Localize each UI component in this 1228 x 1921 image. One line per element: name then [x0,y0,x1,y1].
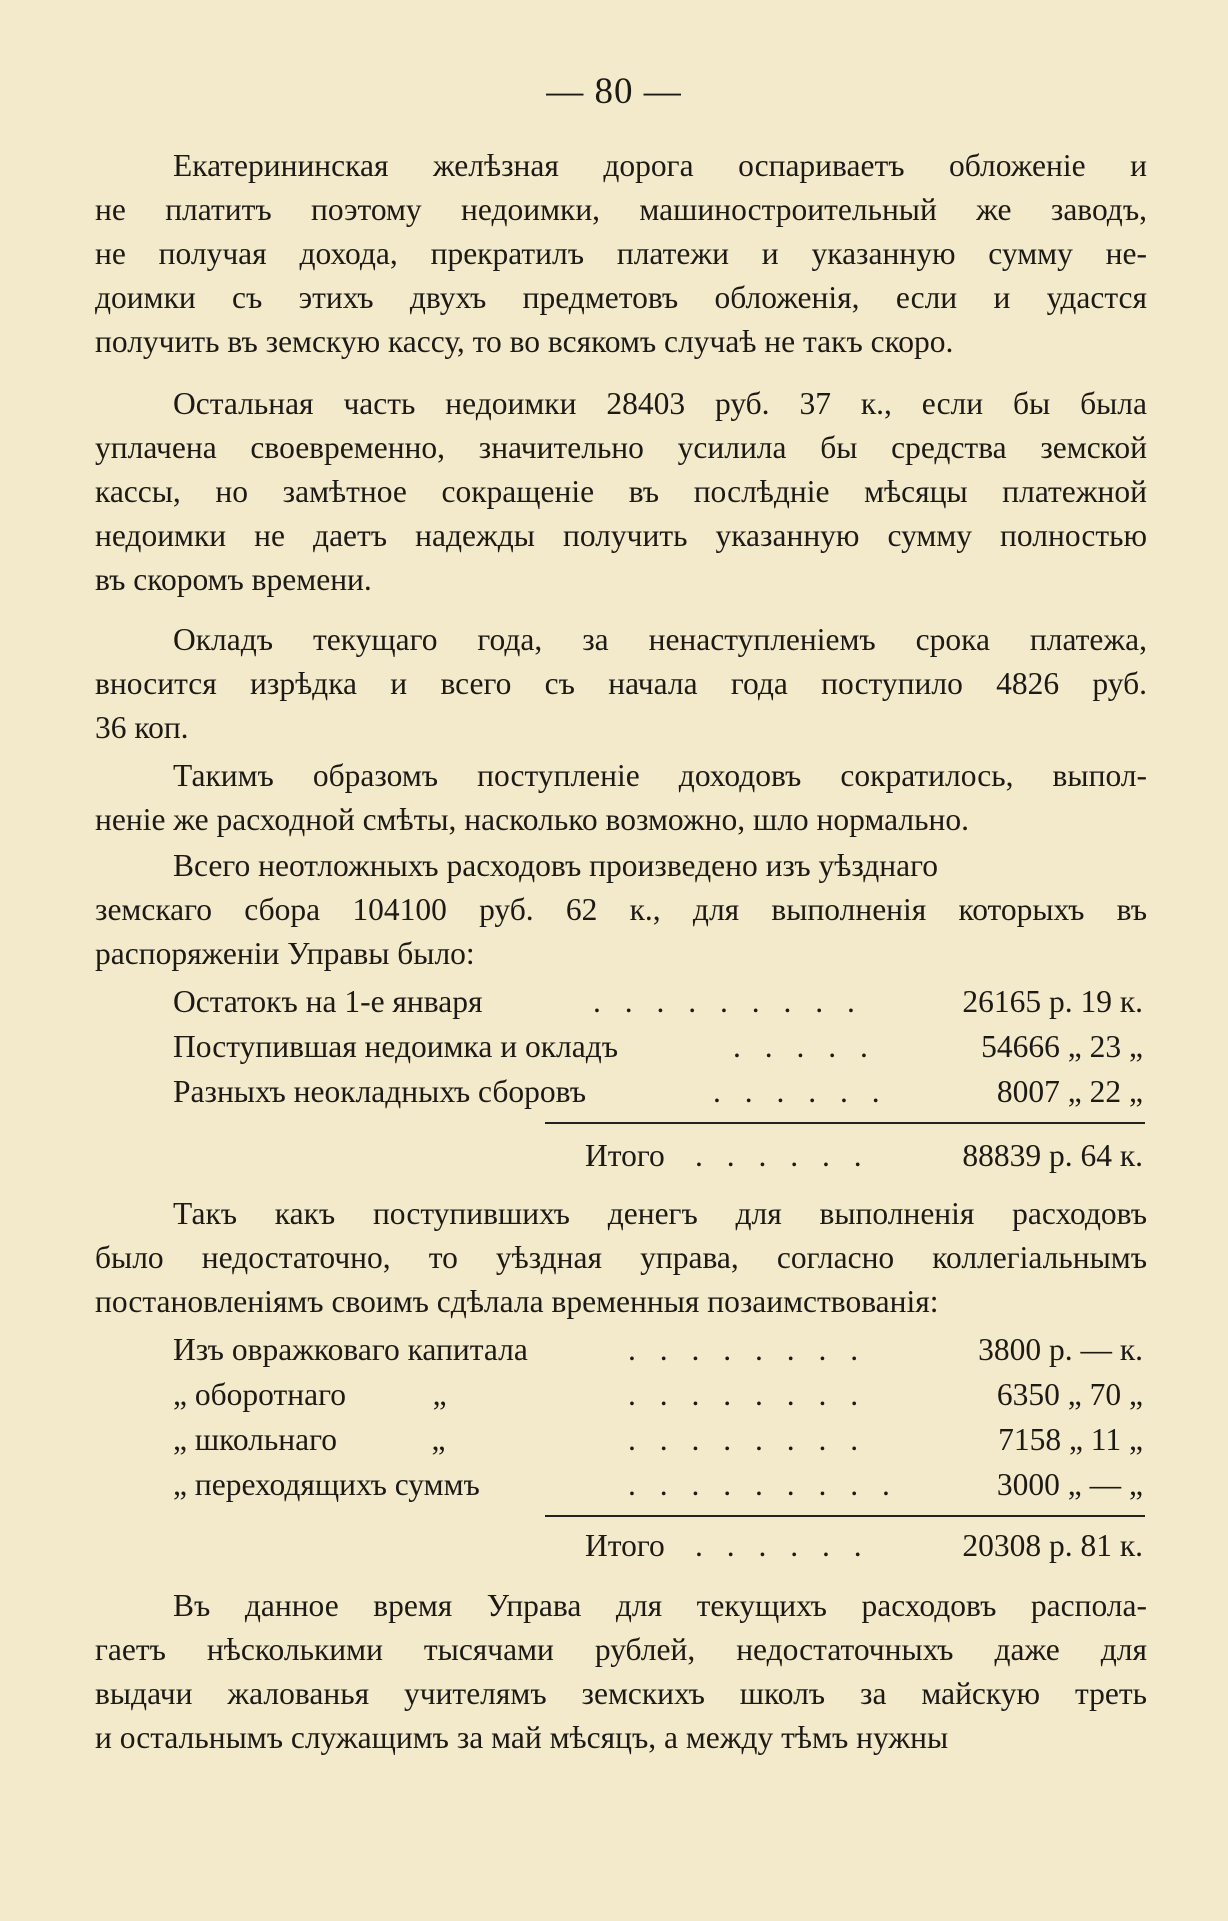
text-line: вносится изрѣдка и всего съ начала года поступило 4826 руб. [95,666,1147,701]
text-line: не платитъ поэтому недоимки, машиностроительный же заводъ, [95,192,1147,227]
text-line: уплачена своевременно, значительно усилила бы средства земской [95,430,1147,465]
table-row [173,1418,1143,1462]
text-line: Такимъ образомъ поступленiе доходовъ сократилось, выпол- [173,758,1147,793]
text-line: Окладъ текущаго года, за ненаступленiемъ срока платежа, [173,622,1147,657]
text-line: Екатерининская желѣзная дорога оспариваетъ обложенiе и [173,148,1147,183]
leader-dots: . . . . . [733,1029,876,1064]
row-label: „ оборотнаго „ [173,1377,447,1412]
text-line: недоимки не даетъ надежды получить указанную сумму полностью [95,518,1147,553]
paragraph-7 [95,1584,1147,1760]
row-label: „ школьнаго „ [173,1422,446,1457]
text-line: получить въ земскую кассу, то во всякомъ случаѣ не такъ скоро. [95,324,954,359]
row-amount: 6350 „ 70 „ [996,1377,1143,1412]
text-line: въ скоромъ времени. [95,562,372,597]
row-label: Поступившая недоимка и окладъ [173,1029,619,1064]
total-row [173,1524,1143,1568]
row-label: Остатокъ на 1-е января [173,984,483,1019]
text-line: Такъ какъ поступившихъ денегъ для выполненія расходовъ [173,1196,1147,1231]
text-line: распоряженiи Управы было: [95,936,475,971]
row-label: „ переходящихъ суммъ [173,1467,480,1502]
text-line: постановленiямъ своимъ сдѣлала временныя позаимствованiя: [95,1284,939,1319]
paragraph-3 [95,618,1147,750]
sum-rule [545,1515,1145,1517]
table-row [173,1373,1143,1417]
table-row [173,1070,1143,1114]
text-line: Всего неотложныхъ расходовъ произведено изъ уѣзднаго [173,848,938,883]
total-amount: 20308 р. 81 к. [962,1528,1143,1563]
row-amount: 54666 „ 23 „ [981,1029,1143,1064]
leader-dots: . . . . . . [695,1528,870,1563]
table-row [173,1463,1143,1507]
paragraph-4 [95,754,1147,842]
paragraph-1-lines [95,144,1147,364]
leader-dots: . . . . . . [695,1138,870,1173]
paragraph-3-lines [95,618,1147,750]
total-label: Итого [585,1138,665,1173]
leader-dots: . . . . . . [713,1074,888,1109]
table-row [173,1025,1143,1069]
paragraph-6 [95,1192,1147,1324]
page-number: — 80 — [546,71,682,112]
row-label: Изъ овражковаго капитала [173,1332,528,1367]
row-amount: 3000 „ — „ [996,1467,1143,1502]
leader-dots: . . . . . . . . [628,1422,867,1457]
row-label: Разныхъ неокладныхъ сборовъ [173,1074,587,1109]
row-amount: 8007 „ 22 „ [996,1074,1143,1109]
paragraph-2 [95,382,1147,602]
text-line: гаетъ нѣсколькими тысячами рублей, недостаточныхъ даже для [95,1632,1147,1667]
paragraph-2-lines [95,382,1147,602]
total-row [173,1134,1143,1178]
leader-dots: . . . . . . . . . [593,984,863,1019]
text-line: Въ данное время Управа для текущихъ расходовъ распола- [173,1588,1147,1623]
text-line: доимки съ этихъ двухъ предметовъ обложенія, если и удастся [95,280,1147,315]
text-line: земскаго сбора 104100 руб. 62 к., для выполненія которыхъ въ [95,892,1147,927]
paragraph-1 [95,144,1147,364]
paragraph-5 [95,844,1147,976]
text-line: не получая дохода, прекратилъ платежи и указанную сумму не- [95,236,1147,271]
paragraph-7-lines [95,1584,1147,1760]
text-line: ненiе же расходной смѣты, насколько возможно, шло нормально. [95,802,969,837]
table-row [173,980,1143,1024]
text-line: и остальнымъ служащимъ за май мѣсяцъ, а между тѣмъ нужны [95,1720,949,1755]
table-row [173,1328,1143,1372]
row-amount: 26165 р. 19 к. [962,984,1143,1019]
total-amount: 88839 р. 64 к. [962,1138,1143,1173]
text-line: было недостаточно, то уѣздная управа, согласно коллегiальнымъ [95,1240,1147,1275]
leader-dots: . . . . . . . . [628,1377,867,1412]
total-label: Итого [585,1528,665,1563]
text-line: 36 коп. [95,710,189,745]
paragraph-5-lines [95,844,1147,976]
text-line: Остальная часть недоимки 28403 руб. 37 к., если бы была [173,386,1147,421]
paragraph-6-lines [95,1192,1147,1324]
paragraph-4-lines [95,754,1147,842]
sum-rule [545,1122,1145,1124]
text-line: выдачи жалованья учителямъ земскихъ школъ за майскую треть [95,1676,1147,1711]
row-amount: 7158 „ 11 „ [998,1422,1143,1457]
leader-dots: . . . . . . . . [628,1332,867,1367]
row-amount: 3800 р. — к. [978,1332,1143,1367]
text-line: кассы, но замѣтное сокращенiе въ послѣднiе мѣсяцы платежной [95,474,1147,509]
leader-dots: . . . . . . . . . [628,1467,898,1502]
